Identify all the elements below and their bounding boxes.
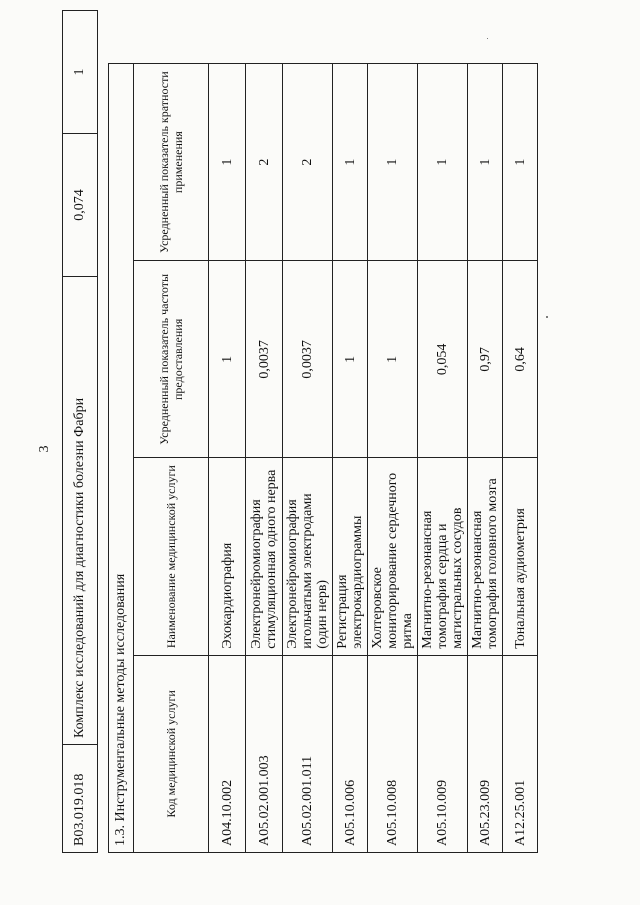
row-multiplicity: 2 [246,64,283,261]
row-name: Электронейромиография стимуляционная одного нерва [246,458,283,655]
table-row [418,64,468,853]
row-code: A04.10.002 [209,655,246,852]
row-code: A05.10.006 [333,655,368,852]
row-multiplicity: 1 [333,64,368,261]
header-name: Наименование медицинской услуги [134,458,209,655]
row-name: Магнитно-резонансная томография сердца и магистральных сосудов [418,458,468,655]
scan-speck [487,38,488,39]
page-number: 3 [37,445,52,453]
row-frequency: 0,0037 [246,261,283,458]
scan-speck [546,316,548,318]
row-code: A05.02.001.011 [283,655,333,852]
summary-code: B03.019.018 [63,745,98,853]
row-frequency: 0,054 [418,261,468,458]
header-multiplicity: Усредненный показатель кратности применения [134,64,209,261]
summary-multiplicity: 1 [63,11,98,134]
row-multiplicity: 1 [418,64,468,261]
row-multiplicity: 1 [503,64,538,261]
table-row [368,64,418,853]
header-frequency: Усредненный показатель частоты предоставления [134,261,209,458]
table-row [246,64,283,853]
row-multiplicity: 1 [368,64,418,261]
row-name: Магнитно-резонансная томография головного мозга [468,458,503,655]
summary-table [62,63,98,853]
row-frequency: 1 [333,261,368,458]
summary-name: Комплекс исследований для диагностики болезни Фабри [63,277,98,745]
row-multiplicity: 2 [283,64,333,261]
summary-row [63,11,98,853]
row-name: Электронейромиография игольчатыми электродами (один нерв) [283,458,333,655]
row-frequency: 1 [368,261,418,458]
table-row [503,64,538,853]
table-row [209,64,246,853]
row-name: Холтеровское мониторирование сердечного ритма [368,458,418,655]
section-title-row [109,64,134,853]
row-name: Регистрация электрокардиограммы [333,458,368,655]
summary-frequency: 0,074 [63,134,98,277]
table-row [468,64,503,853]
header-code: Код медицинской услуги [134,655,209,852]
row-code: A05.10.009 [418,655,468,852]
section-title: 1.3. Инструментальные методы исследования [109,64,134,853]
row-code: A05.02.001.003 [246,655,283,852]
row-code: A12.25.001 [503,655,538,852]
row-multiplicity: 1 [468,64,503,261]
row-frequency: 0,64 [503,261,538,458]
row-code: A05.10.008 [368,655,418,852]
row-multiplicity: 1 [209,64,246,261]
row-name: Эхокардиография [209,458,246,655]
table-row [333,64,368,853]
row-frequency: 0,0037 [283,261,333,458]
table-row [283,64,333,853]
header-row [134,64,209,853]
row-code: A05.23.009 [468,655,503,852]
instrumental-methods-table [108,63,528,853]
row-name: Тональная аудиометрия [503,458,538,655]
row-frequency: 1 [209,261,246,458]
row-frequency: 0,97 [468,261,503,458]
